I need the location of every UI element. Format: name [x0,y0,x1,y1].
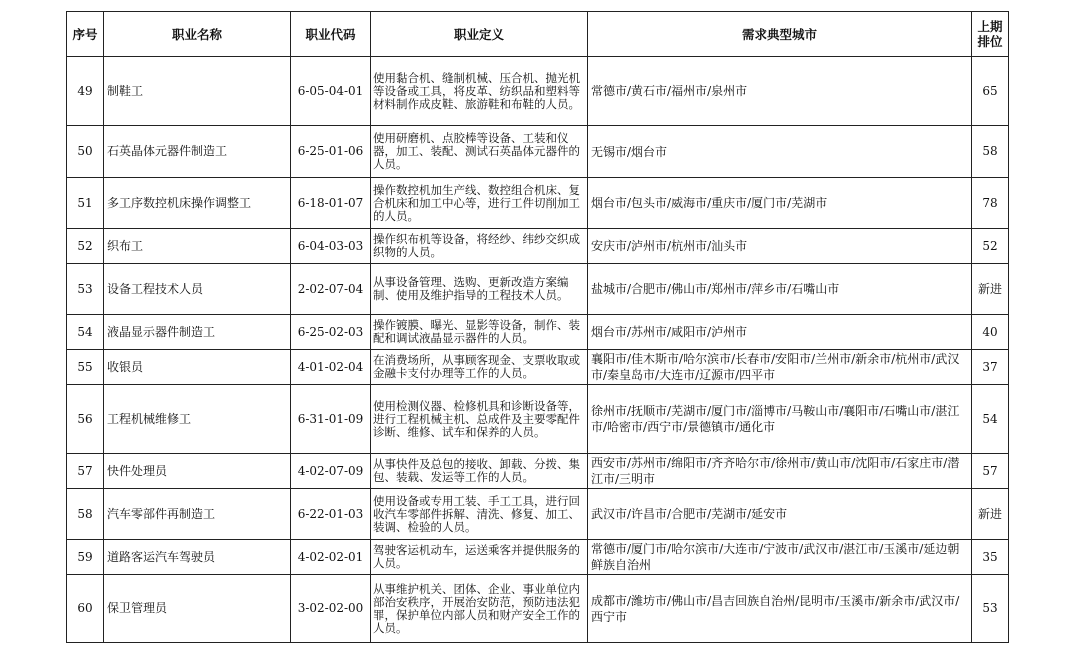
cell-prev-rank: 78 [972,178,1009,229]
cell-definition: 在消费场所，从事顾客现金、支票收取或金融卡支付办理等工作的人员。 [371,350,588,385]
cell-code: 4-02-07-09 [291,454,371,489]
cell-seq: 51 [67,178,104,229]
cell-definition: 操作镀膜、曝光、显影等设备，制作、装配和调试液晶显示器件的人员。 [371,315,588,350]
header-previous-rank [972,12,1009,57]
cell-cities: 武汉市/许昌市/合肥市/芜湖市/延安市 [588,489,972,540]
header-name: 职业名称 [104,12,291,57]
cell-name: 快件处理员 [104,454,291,489]
table-row [67,385,1009,454]
cell-seq: 55 [67,350,104,385]
cell-definition: 操作数控机加生产线、数控组合机床、复合机床和加工中心等，进行工件切削加工的人员。 [371,178,588,229]
table-row [67,57,1009,126]
cell-cities: 成都市/潍坊市/佛山市/昌吉回族自治州/昆明市/玉溪市/新余市/武汉市/西宁市 [588,575,972,643]
table-row [67,540,1009,575]
header-seq: 序号 [67,12,104,57]
cell-seq: 57 [67,454,104,489]
cell-seq: 50 [67,126,104,178]
header-cities: 需求典型城市 [588,12,972,57]
occupation-table [66,11,1009,643]
cell-definition: 驾驶客运机动车，运送乘客并提供服务的人员。 [371,540,588,575]
header-prev-line2: 排位 [977,34,1003,49]
cell-definition: 操作织布机等设备，将经纱、纬纱交织成织物的人员。 [371,229,588,264]
cell-name: 织布工 [104,229,291,264]
cell-name: 液晶显示器件制造工 [104,315,291,350]
table-row [67,126,1009,178]
header-definition: 职业定义 [371,12,588,57]
cell-code: 6-04-03-03 [291,229,371,264]
cell-name: 设备工程技术人员 [104,264,291,315]
cell-code: 4-01-02-04 [291,350,371,385]
cell-prev-rank: 57 [972,454,1009,489]
cell-name: 保卫管理员 [104,575,291,643]
cell-cities: 烟台市/苏州市/咸阳市/泸州市 [588,315,972,350]
cell-definition: 使用研磨机、点胶棒等设备、工装和仪器，加工、装配、测试石英晶体元器件的人员。 [371,126,588,178]
cell-code: 3-02-02-00 [291,575,371,643]
cell-name: 石英晶体元器件制造工 [104,126,291,178]
cell-seq: 52 [67,229,104,264]
table-row [67,575,1009,643]
table-row [67,454,1009,489]
cell-prev-rank: 40 [972,315,1009,350]
cell-seq: 58 [67,489,104,540]
header-prev-line1: 上期 [977,19,1003,34]
cell-prev-rank: 65 [972,57,1009,126]
cell-prev-rank: 35 [972,540,1009,575]
cell-prev-rank: 新进 [972,489,1009,540]
cell-prev-rank: 58 [972,126,1009,178]
table-row [67,178,1009,229]
cell-cities: 安庆市/泸州市/杭州市/汕头市 [588,229,972,264]
table-row [67,315,1009,350]
cell-cities: 常德市/厦门市/哈尔滨市/大连市/宁波市/武汉市/湛江市/玉溪市/延边朝鲜族自治州 [588,540,972,575]
cell-definition: 使用黏合机、缝制机械、压合机、抛光机等设备或工具，将皮革、纺织品和塑料等材料制作成皮鞋、旅游鞋和布鞋的人员。 [371,57,588,126]
table-row [67,489,1009,540]
cell-name: 道路客运汽车驾驶员 [104,540,291,575]
cell-cities: 常德市/黄石市/福州市/泉州市 [588,57,972,126]
table-row [67,350,1009,385]
cell-code: 6-25-01-06 [291,126,371,178]
cell-definition: 从事设备管理、选购、更新改造方案编制、使用及维护指导的工程技术人员。 [371,264,588,315]
cell-name: 汽车零部件再制造工 [104,489,291,540]
cell-code: 4-02-02-01 [291,540,371,575]
cell-cities: 西安市/苏州市/绵阳市/齐齐哈尔市/徐州市/黄山市/沈阳市/石家庄市/潜江市/三明市 [588,454,972,489]
cell-name: 收银员 [104,350,291,385]
cell-name: 多工序数控机床操作调整工 [104,178,291,229]
cell-definition: 使用设备或专用工装、手工工具，进行回收汽车零部件拆解、清洗、修复、加工、装调、检验的人员。 [371,489,588,540]
cell-cities: 无锡市/烟台市 [588,126,972,178]
cell-prev-rank: 52 [972,229,1009,264]
cell-code: 6-31-01-09 [291,385,371,454]
cell-definition: 从事快件及总包的接收、卸载、分拨、集包、装载、发运等工作的人员。 [371,454,588,489]
cell-code: 6-18-01-07 [291,178,371,229]
cell-seq: 53 [67,264,104,315]
cell-seq: 49 [67,57,104,126]
table-header-row [67,12,1009,57]
cell-seq: 59 [67,540,104,575]
cell-name: 制鞋工 [104,57,291,126]
cell-prev-rank: 新进 [972,264,1009,315]
cell-prev-rank: 37 [972,350,1009,385]
table-row [67,229,1009,264]
cell-code: 6-25-02-03 [291,315,371,350]
cell-code: 6-05-04-01 [291,57,371,126]
cell-name: 工程机械维修工 [104,385,291,454]
cell-code: 2-02-07-04 [291,264,371,315]
cell-cities: 烟台市/包头市/威海市/重庆市/厦门市/芜湖市 [588,178,972,229]
cell-cities: 盐城市/合肥市/佛山市/郑州市/萍乡市/石嘴山市 [588,264,972,315]
cell-prev-rank: 54 [972,385,1009,454]
cell-definition: 使用检测仪器、检修机具和诊断设备等，进行工程机械主机、总成件及主要零配件诊断、维修、试车和保养的人员。 [371,385,588,454]
cell-cities: 襄阳市/佳木斯市/哈尔滨市/长春市/安阳市/兰州市/新余市/杭州市/武汉市/秦皇岛市/大连市/辽源市/四平市 [588,350,972,385]
cell-definition: 从事维护机关、团体、企业、事业单位内部治安秩序，开展治安防范，预防违法犯罪，保护单位内部人员和财产安全工作的人员。 [371,575,588,643]
cell-code: 6-22-01-03 [291,489,371,540]
header-code: 职业代码 [291,12,371,57]
cell-prev-rank: 53 [972,575,1009,643]
table-row [67,264,1009,315]
cell-seq: 60 [67,575,104,643]
cell-seq: 54 [67,315,104,350]
cell-seq: 56 [67,385,104,454]
occupation-table-container [66,11,1008,643]
cell-cities: 徐州市/抚顺市/芜湖市/厦门市/淄博市/马鞍山市/襄阳市/石嘴山市/湛江市/哈密市/西宁市/景德镇市/通化市 [588,385,972,454]
